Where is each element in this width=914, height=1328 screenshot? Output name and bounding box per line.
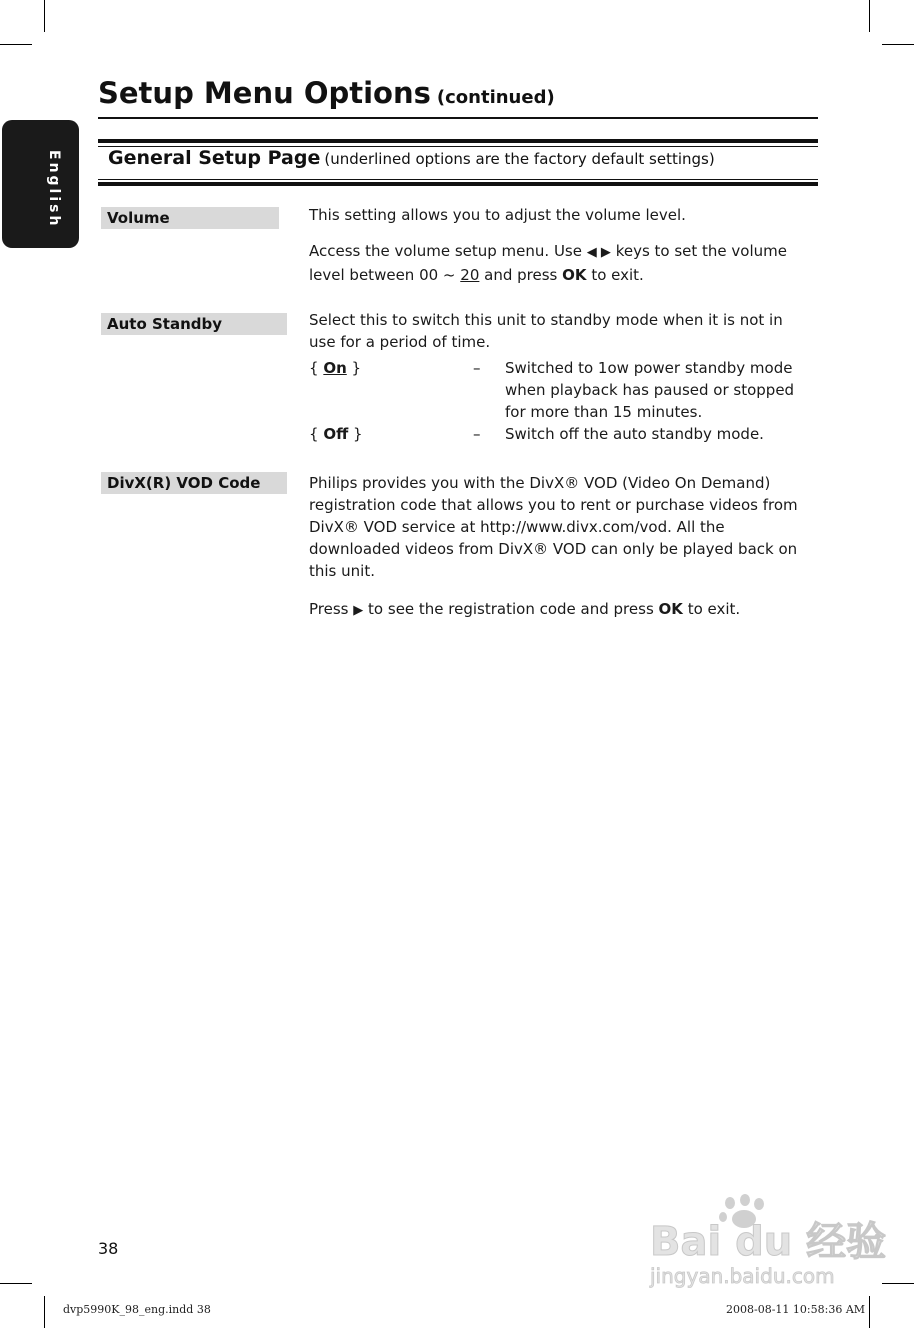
crop-mark <box>0 1283 32 1284</box>
brace: } <box>351 359 362 377</box>
option-on <box>309 357 361 379</box>
option-on-name: On <box>323 359 347 377</box>
volume-para-2 <box>309 240 809 286</box>
auto-standby-intro: Select this to switch this unit to standby mode when it is not in use for a period of time. <box>309 311 783 351</box>
divx-description <box>309 472 809 622</box>
section-rule-top <box>98 139 818 143</box>
auto-standby-label: Auto Standby <box>101 313 287 335</box>
language-tab-label: English <box>46 150 62 229</box>
header-rule <box>98 117 818 119</box>
crop-mark <box>882 44 914 45</box>
option-off-desc: Switch off the auto standby mode. <box>505 425 764 443</box>
divx-label: DivX(R) VOD Code <box>101 472 287 494</box>
option-off <box>309 423 363 445</box>
section-rule-bottom <box>98 182 818 186</box>
option-on-desc: Switched to 1ow power standby mode when playback has paused or stopped for more than 15 minutes. <box>505 359 795 421</box>
right-arrow-icon: ▶ <box>353 603 364 618</box>
option-dash: – <box>473 359 481 377</box>
divx-text: to see the registration code and press <box>368 600 654 618</box>
volume-text: keys to set the volume level between 00 ~ <box>309 242 788 284</box>
footer-file: dvp5990K_98_eng.indd 38 <box>63 1303 211 1316</box>
watermark-brand: Bai du 经验 <box>650 1219 887 1265</box>
option-dash: – <box>473 425 481 443</box>
brace: { <box>309 359 319 377</box>
section-rule-bottom-thin <box>98 179 818 180</box>
watermark-url: jingyan.baidu.com <box>650 1264 835 1288</box>
divx-text: to exit. <box>687 600 741 618</box>
crop-mark <box>44 0 45 32</box>
ok-key: OK <box>562 266 587 284</box>
page-title-text: Setup Menu Options <box>98 76 431 110</box>
crop-mark <box>0 44 32 45</box>
divx-text: Press <box>309 600 349 618</box>
volume-label: Volume <box>101 207 279 229</box>
divx-para-1: Philips provides you with the DivX® VOD (Video On Demand) registration code that allows you to rent or purchase videos from DivX® VOD service at http://www.divx.com/vod. All the downloaded videos from DivX® VOD can only be played back on this unit. <box>309 474 798 580</box>
divx-para-2 <box>309 598 809 622</box>
volume-text: Access the volume setup menu. Use <box>309 242 582 260</box>
crop-mark <box>869 0 870 32</box>
ok-key: OK <box>658 600 683 618</box>
section-title <box>108 147 715 169</box>
footer-timestamp: 2008-08-11 10:58:36 AM <box>726 1303 866 1316</box>
volume-text: and press <box>484 266 558 284</box>
language-tab <box>2 120 79 248</box>
crop-mark <box>869 1296 870 1328</box>
volume-para-1: This setting allows you to adjust the volume level. <box>309 206 686 224</box>
crop-mark <box>44 1296 45 1328</box>
volume-default-value: 20 <box>460 266 480 284</box>
section-note: (underlined options are the factory default settings) <box>324 150 715 168</box>
page-title-continued: (continued) <box>436 87 555 108</box>
page-title <box>98 76 555 110</box>
crop-mark <box>882 1283 914 1284</box>
baidu-watermark-logo <box>648 1195 887 1294</box>
brace: { <box>309 425 319 443</box>
brace: } <box>353 425 363 443</box>
volume-text: to exit. <box>591 266 644 284</box>
option-off-name: Off <box>323 425 349 443</box>
left-right-arrow-icon: ◀ ▶ <box>586 245 611 260</box>
section-title-text: General Setup Page <box>108 147 321 169</box>
page-number: 38 <box>98 1239 119 1258</box>
volume-description <box>309 204 809 286</box>
